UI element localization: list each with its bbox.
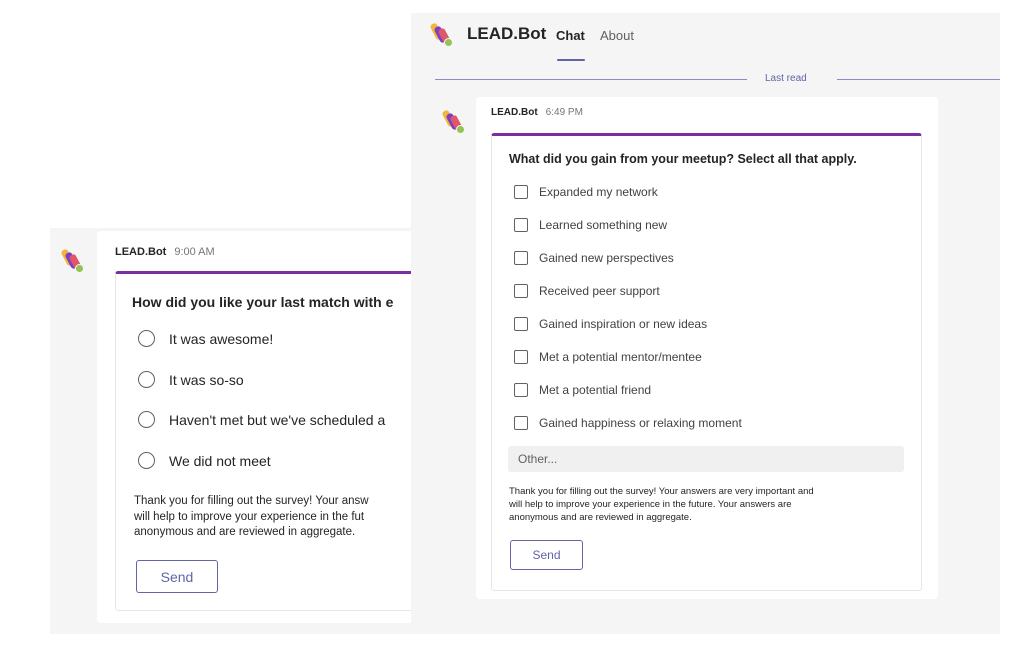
checkbox[interactable]: [514, 416, 528, 430]
tab-about[interactable]: About: [600, 28, 634, 43]
survey-note-line: anonymous and are reviewed in aggregate.: [134, 526, 356, 539]
radio-option[interactable]: [138, 371, 244, 388]
checkbox-option[interactable]: [514, 416, 742, 430]
chat-window-back: [50, 228, 412, 634]
checkbox[interactable]: [514, 317, 528, 331]
survey-note-line: Thank you for filling out the survey! Your answ: [134, 495, 369, 507]
lead-bot-avatar-icon: [62, 249, 84, 273]
message-card: [476, 97, 938, 599]
radio-option[interactable]: [138, 330, 273, 347]
chat-header: [411, 13, 1000, 73]
radio-option-label: We did not meet: [169, 452, 271, 469]
checkbox-option[interactable]: [514, 284, 660, 298]
checkbox-option-label: Gained new perspectives: [539, 251, 674, 265]
radio-button[interactable]: [138, 411, 155, 428]
checkbox[interactable]: [514, 251, 528, 265]
checkbox-option[interactable]: [514, 251, 674, 265]
active-tab-indicator: [557, 59, 585, 61]
message-time: 6:49 PM: [545, 107, 583, 118]
message-header: [115, 246, 215, 258]
checkbox-option-label: Gained happiness or relaxing moment: [539, 416, 742, 430]
survey-question: What did you gain from your meetup? Select all that apply.: [509, 152, 857, 166]
checkbox-option-label: Expanded my network: [539, 185, 658, 199]
checkbox-option-label: Learned something new: [539, 218, 668, 232]
checkbox-option[interactable]: [514, 350, 702, 364]
send-button[interactable]: Send: [510, 540, 583, 570]
sender-name: LEAD.Bot: [491, 107, 538, 118]
radio-option-label: It was so-so: [169, 371, 244, 388]
presence-available-icon: [444, 38, 453, 47]
checkbox[interactable]: [514, 185, 528, 199]
survey-note-line: will help to improve your experience in the future. Your answers are: [509, 498, 792, 510]
survey-card: [115, 271, 412, 611]
app-title: LEAD.Bot: [467, 24, 547, 43]
checkbox[interactable]: [514, 383, 528, 397]
radio-button[interactable]: [138, 371, 155, 388]
lead-bot-avatar-icon: [443, 110, 465, 134]
checkbox-option-label: Received peer support: [539, 284, 660, 298]
divider-line: [435, 79, 747, 80]
message-header: [491, 107, 583, 118]
checkbox-option-label: Met a potential friend: [539, 383, 652, 397]
radio-option[interactable]: [138, 411, 385, 428]
survey-note-line: Thank you for filling out the survey! Your answers are very important and: [509, 486, 814, 497]
survey-note-line: will help to improve your experience in the fut: [134, 510, 365, 523]
survey-note: [509, 486, 909, 524]
survey-card: [491, 133, 922, 591]
radio-button[interactable]: [138, 452, 155, 469]
radio-option-label: Haven't met but we've scheduled a: [169, 411, 386, 428]
survey-note: [134, 494, 412, 541]
checkbox-option[interactable]: [514, 383, 651, 397]
message-time: 9:00 AM: [174, 246, 215, 258]
other-input[interactable]: Other...: [508, 446, 904, 472]
tab-chat[interactable]: Chat: [556, 28, 585, 43]
checkbox-option[interactable]: [514, 185, 658, 199]
message-card: [97, 231, 412, 623]
checkbox-option-label: Gained inspiration or new ideas: [539, 317, 708, 331]
checkbox[interactable]: [514, 218, 528, 232]
checkbox-option-label: Met a potential mentor/mentee: [539, 350, 702, 364]
lead-bot-app-icon: [431, 23, 453, 47]
checkbox[interactable]: [514, 350, 528, 364]
checkbox-option[interactable]: [514, 317, 707, 331]
radio-option-label: It was awesome!: [169, 330, 274, 347]
survey-note-line: anonymous and are reviewed in aggregate.: [509, 511, 692, 523]
radio-button[interactable]: [138, 330, 155, 347]
last-read-label: Last read: [765, 73, 807, 84]
send-button[interactable]: Send: [136, 560, 218, 593]
last-read-divider: [435, 73, 1000, 87]
chat-window-front: [411, 13, 1000, 634]
survey-question: How did you like your last match with e: [132, 294, 394, 310]
radio-option[interactable]: [138, 452, 271, 469]
checkbox[interactable]: [514, 284, 528, 298]
divider-line: [837, 79, 1000, 80]
presence-available-icon: [456, 125, 465, 134]
presence-available-icon: [75, 264, 84, 273]
checkbox-option[interactable]: [514, 218, 667, 232]
sender-name: LEAD.Bot: [115, 246, 167, 258]
